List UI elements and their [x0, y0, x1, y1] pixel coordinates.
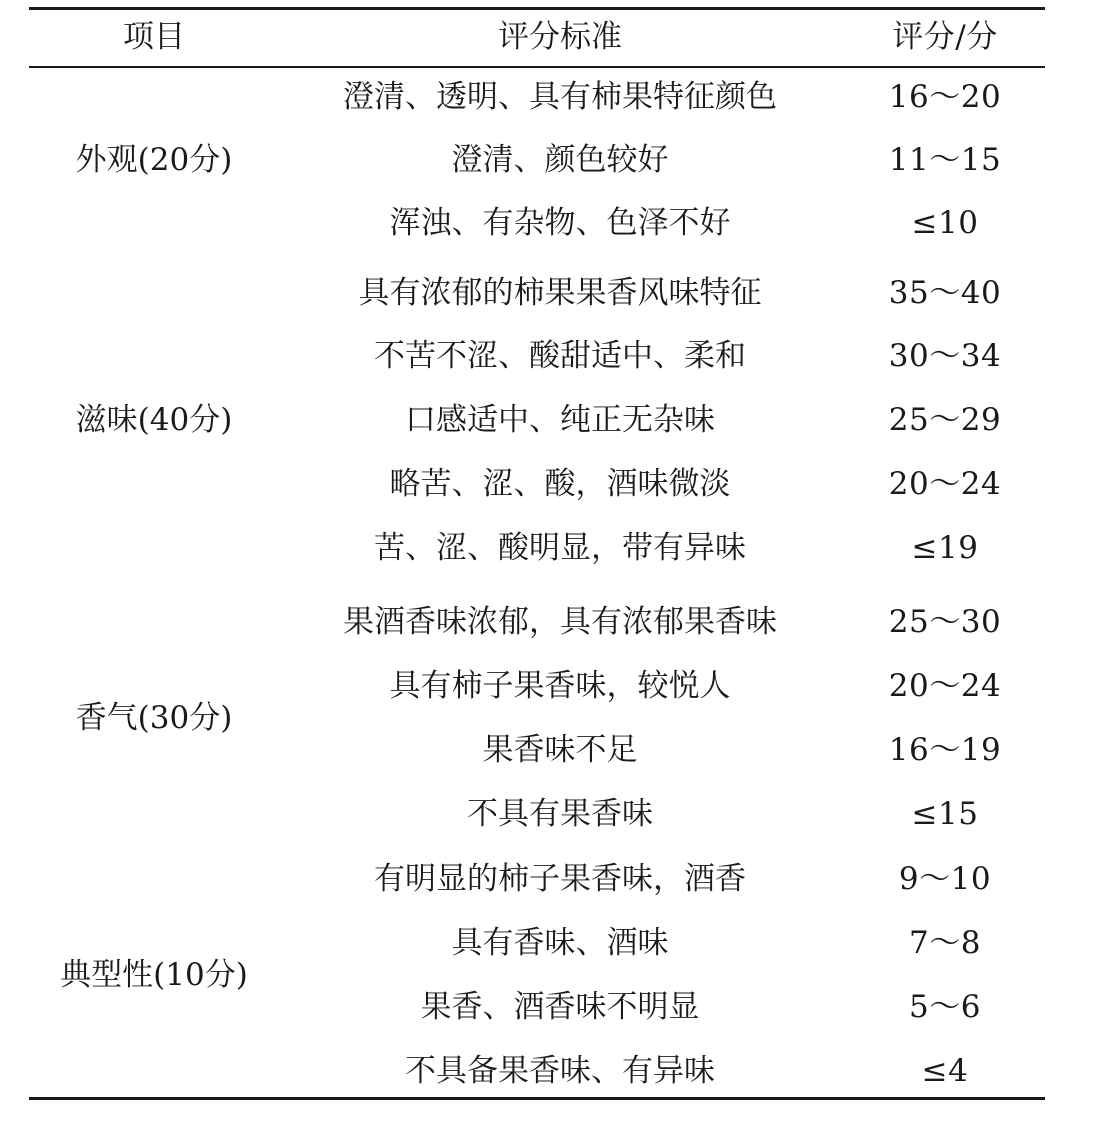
header-item: 项目	[123, 19, 185, 55]
criteria-cell: 具有浓郁的柿果果香风味特征	[358, 275, 762, 311]
score-cell: 20～24	[888, 466, 1002, 502]
score-cell: 30～34	[888, 338, 1002, 374]
group-item-aroma: 香气(30分)	[75, 700, 233, 736]
table-top-rule	[29, 7, 1045, 10]
criteria-cell: 果香、酒香味不明显	[420, 989, 700, 1025]
group-item-typicality: 典型性(10分)	[60, 957, 248, 993]
score-cell: 5～6	[909, 989, 981, 1025]
score-cell: 20～24	[888, 668, 1002, 704]
header-score: 评分/分	[892, 19, 998, 55]
score-cell: 16～20	[888, 79, 1002, 115]
criteria-cell: 不具有果香味	[467, 796, 653, 832]
criteria-cell: 果酒香味浓郁，具有浓郁果香味	[343, 604, 777, 640]
header-criteria: 评分标准	[498, 19, 622, 55]
table-header-rule	[29, 66, 1045, 68]
score-cell: ≤4	[921, 1053, 969, 1089]
criteria-cell: 有明显的柿子果香味，酒香	[374, 861, 746, 897]
score-cell: 25～29	[888, 402, 1002, 438]
score-cell: 25～30	[888, 604, 1002, 640]
score-cell: 11～15	[888, 142, 1002, 178]
table-bottom-rule	[29, 1097, 1045, 1100]
criteria-cell: 具有柿子果香味，较悦人	[389, 668, 731, 704]
criteria-cell: 澄清、颜色较好	[451, 142, 669, 178]
criteria-cell: 苦、涩、酸明显，带有异味	[374, 530, 746, 566]
score-cell: 16～19	[888, 732, 1002, 768]
score-cell: ≤10	[911, 205, 979, 241]
criteria-cell: 澄清、透明、具有柿果特征颜色	[343, 79, 777, 115]
criteria-cell: 不苦不涩、酸甜适中、柔和	[374, 338, 746, 374]
score-cell: ≤15	[911, 796, 979, 832]
group-item-appearance: 外观(20分)	[75, 142, 233, 178]
criteria-cell: 不具备果香味、有异味	[405, 1053, 715, 1089]
criteria-cell: 略苦、涩、酸，酒味微淡	[389, 466, 731, 502]
score-cell: ≤19	[911, 530, 979, 566]
criteria-cell: 果香味不足	[482, 732, 638, 768]
group-item-taste: 滋味(40分)	[75, 402, 233, 438]
score-cell: 35～40	[888, 275, 1002, 311]
criteria-cell: 口感适中、纯正无杂味	[405, 402, 715, 438]
score-cell: 9～10	[898, 861, 992, 897]
criteria-cell: 具有香味、酒味	[451, 925, 669, 961]
score-cell: 7～8	[909, 925, 981, 961]
criteria-cell: 浑浊、有杂物、色泽不好	[389, 205, 731, 241]
